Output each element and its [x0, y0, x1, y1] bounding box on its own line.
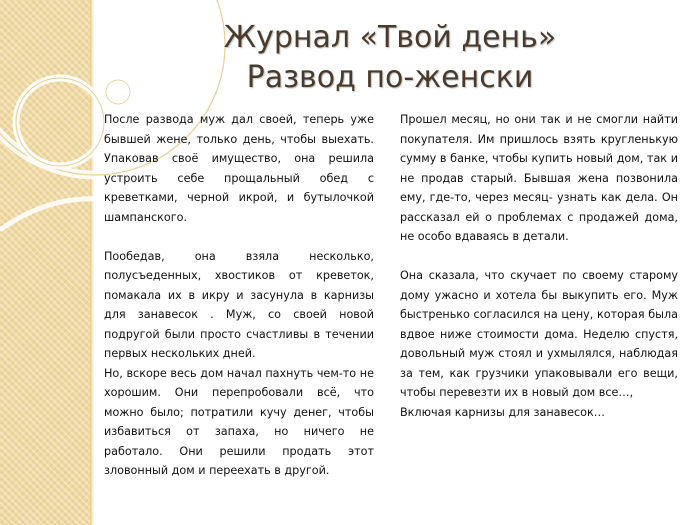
- side-band-edge: [90, 0, 94, 525]
- left-text-column: [104, 110, 374, 481]
- paragraph: Прошел месяц, но они так и не смогли найти покупателя. Им пришлось взять кругленькую сумму в банке, чтобы купить новый дом, так и не продав старый. Бывшая жена позвонила ему, где-то, через месяц- узнать как дела. Он рассказал ей о проблемах с продажей дома, не особо вдаваясь в детали.: [400, 113, 678, 243]
- paragraph: Пообедав, она взяла несколько, полусъеденных, хвостиков от креветок, помакала их в икру и засунула в карнизы для занавесок . Муж, со своей новой подругой были просто счастливы в течении первых нескольких дней.: [104, 249, 374, 360]
- right-text-column: [400, 110, 678, 422]
- title-line-1: Журнал «Твой день»: [223, 20, 557, 55]
- slide-title: [180, 18, 600, 98]
- paragraph: После развода муж дал своей, теперь уже бывшей жене, только день, чтобы выехать. Упаковав своё имущество, она решила устроить себе прощальный обед с креветками, черной икрой, и бутылочкой шампанского.: [104, 113, 374, 224]
- paragraph: Она сказала, что скучает по своему старому дому ужасно и хотела бы выкупить его. Муж быстренько согласился на цену, которая была вдвое ниже стоимости дома. Неделю спустя, довольный муж стоял и ухмылялся, наблюдая за тем, как грузчики упаковывали его вещи, чтобы перевезти их в новый дом все…,: [400, 269, 678, 399]
- paragraph: Включая карнизы для занавесок…: [400, 405, 605, 419]
- decorative-side-band: [0, 0, 92, 525]
- mini-ring: [106, 80, 130, 104]
- title-line-2: Развод по-женски: [246, 60, 534, 95]
- paragraph: Но, вскоре весь дом начал пахнуть чем-то не хорошим. Они перепробовали всё, что можно было; потратили кучу денег, чтобы избавиться от запаха, но ничего не работало. Они решили продать этот зловонный дом и переехать в другой.: [104, 366, 374, 477]
- mini-ring-inner: [106, 80, 130, 104]
